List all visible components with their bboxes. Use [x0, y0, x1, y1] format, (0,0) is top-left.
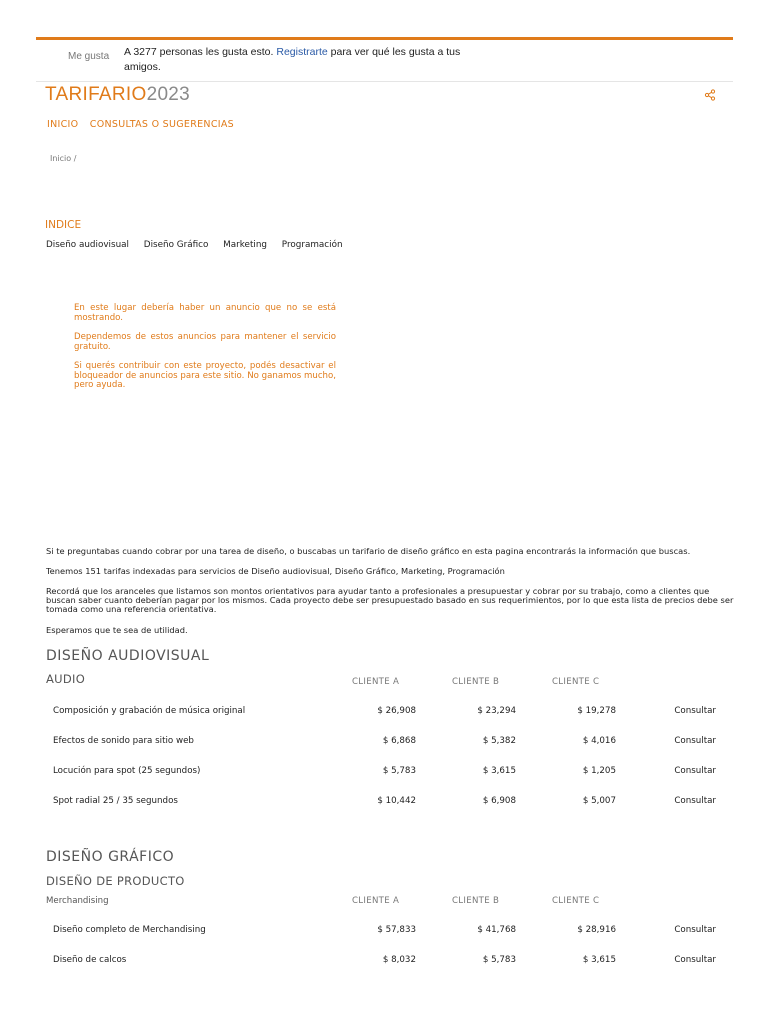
- column-header-cliente-c: CLIENTE C: [552, 896, 600, 906]
- logo-text-year: 2023: [146, 84, 191, 105]
- price-cliente-c: $ 19,278: [577, 706, 616, 716]
- consultar-link[interactable]: Consultar: [674, 955, 716, 965]
- ad-notice-paragraph: En este lugar debería haber un anuncio que no se está mostrando.: [74, 303, 336, 323]
- breadcrumb[interactable]: Inicio /: [50, 154, 77, 163]
- site-logo[interactable]: [45, 84, 190, 106]
- service-name: Spot radial 25 / 35 segundos: [53, 796, 178, 806]
- consultar-link[interactable]: Consultar: [674, 706, 716, 716]
- column-header-cliente-c: CLIENTE C: [552, 677, 600, 687]
- share-icon[interactable]: [704, 89, 716, 101]
- section-title: DISEÑO AUDIOVISUAL: [46, 648, 210, 664]
- service-name: Composición y grabación de música original: [53, 706, 246, 716]
- facebook-like-button[interactable]: Me gusta: [68, 51, 110, 62]
- price-cliente-c: $ 5,007: [582, 796, 616, 806]
- service-name: Diseño completo de Merchandising: [53, 925, 206, 935]
- consultar-link[interactable]: Consultar: [674, 766, 716, 776]
- ad-notice-paragraph: Si querés contribuir con este proyecto, podés desactivar el bloqueador de anuncios para este sitio. No ganamos mucho, pero ayuda.: [74, 361, 336, 390]
- indice-link-audiovisual[interactable]: Diseño audiovisual: [46, 240, 129, 250]
- consultar-link[interactable]: Consultar: [674, 796, 716, 806]
- category-label: Merchandising: [46, 896, 109, 906]
- intro-paragraph: Esperamos que te sea de utilidad.: [46, 625, 188, 635]
- facebook-like-count-text: A 3277 personas les gusta esto.: [124, 46, 277, 58]
- consultar-link[interactable]: Consultar: [674, 736, 716, 746]
- logo-text-tarifario: TARIFARIO: [45, 84, 147, 105]
- table-row: [46, 766, 722, 784]
- price-cliente-a: $ 10,442: [377, 796, 416, 806]
- service-name: Locución para spot (25 segundos): [53, 766, 201, 776]
- table-row: [46, 796, 722, 814]
- subsection-title: DISEÑO DE PRODUCTO: [46, 874, 185, 888]
- price-cliente-b: $ 3,615: [482, 766, 516, 776]
- price-cliente-c: $ 1,205: [582, 766, 616, 776]
- indice-link-programacion[interactable]: Programación: [281, 240, 343, 250]
- column-header-cliente-a: CLIENTE A: [352, 896, 400, 906]
- service-name: Diseño de calcos: [53, 955, 127, 965]
- price-cliente-a: $ 6,868: [382, 736, 416, 746]
- price-cliente-b: $ 23,294: [477, 706, 516, 716]
- price-cliente-a: $ 8,032: [382, 955, 416, 965]
- facebook-like-text: [124, 45, 474, 75]
- facebook-like-suffix-text: para ver qué les gusta a tus amigos.: [124, 46, 461, 73]
- nav-item-inicio[interactable]: INICIO: [47, 119, 79, 130]
- facebook-like-bar: [36, 40, 733, 82]
- column-header-cliente-a: CLIENTE A: [352, 677, 400, 687]
- table-row: [46, 706, 722, 724]
- main-nav: [47, 119, 242, 130]
- table-row: [46, 925, 722, 943]
- nav-item-consultas[interactable]: CONSULTAS O SUGERENCIAS: [89, 119, 234, 130]
- intro-paragraph: Recordá que los aranceles que listamos son montos orientativos para ayudar tanto a profesionales a presupuestar y cobrar por su trabajo, como a clientes que buscan saber cuanto deberían pagar por los mismos. Cada proyecto debe ser presupuestado basado en sus requerimientos, por lo que esta lista de precios debe ser tomada como una referencia orientativa.: [46, 586, 734, 615]
- table-row: [46, 955, 722, 973]
- intro-paragraph: Si te preguntabas cuando cobrar por una tarea de diseño, o buscabas un tarifario de diseño gráfico en esta pagina encontrarás la información que buscas.: [46, 546, 691, 556]
- indice-title: INDICE: [45, 219, 82, 231]
- table-row: [46, 736, 722, 754]
- price-cliente-c: $ 3,615: [582, 955, 616, 965]
- price-cliente-c: $ 4,016: [582, 736, 616, 746]
- service-name: Efectos de sonido para sitio web: [53, 736, 194, 746]
- indice-links: [46, 240, 355, 250]
- ad-blocker-notice: [74, 304, 336, 401]
- price-cliente-a: $ 57,833: [377, 925, 416, 935]
- price-cliente-b: $ 5,382: [482, 736, 516, 746]
- indice-link-marketing[interactable]: Marketing: [223, 240, 267, 250]
- price-cliente-c: $ 28,916: [577, 925, 616, 935]
- facebook-register-link[interactable]: Registrarte: [276, 46, 328, 58]
- price-cliente-a: $ 26,908: [377, 706, 416, 716]
- consultar-link[interactable]: Consultar: [674, 925, 716, 935]
- section-title: DISEÑO GRÁFICO: [46, 849, 175, 865]
- price-cliente-b: $ 41,768: [477, 925, 516, 935]
- price-cliente-b: $ 5,783: [482, 955, 516, 965]
- intro-paragraph: Tenemos 151 tarifas indexadas para servicios de Diseño audiovisual, Diseño Gráfico, Marketing, Programación: [46, 566, 505, 576]
- subsection-title: AUDIO: [46, 672, 86, 686]
- indice-link-grafico[interactable]: Diseño Gráfico: [143, 240, 209, 250]
- price-cliente-b: $ 6,908: [482, 796, 516, 806]
- price-cliente-a: $ 5,783: [382, 766, 416, 776]
- ad-notice-paragraph: Dependemos de estos anuncios para mantener el servicio gratuito.: [74, 332, 336, 352]
- column-header-cliente-b: CLIENTE B: [452, 677, 500, 687]
- column-header-cliente-b: CLIENTE B: [452, 896, 500, 906]
